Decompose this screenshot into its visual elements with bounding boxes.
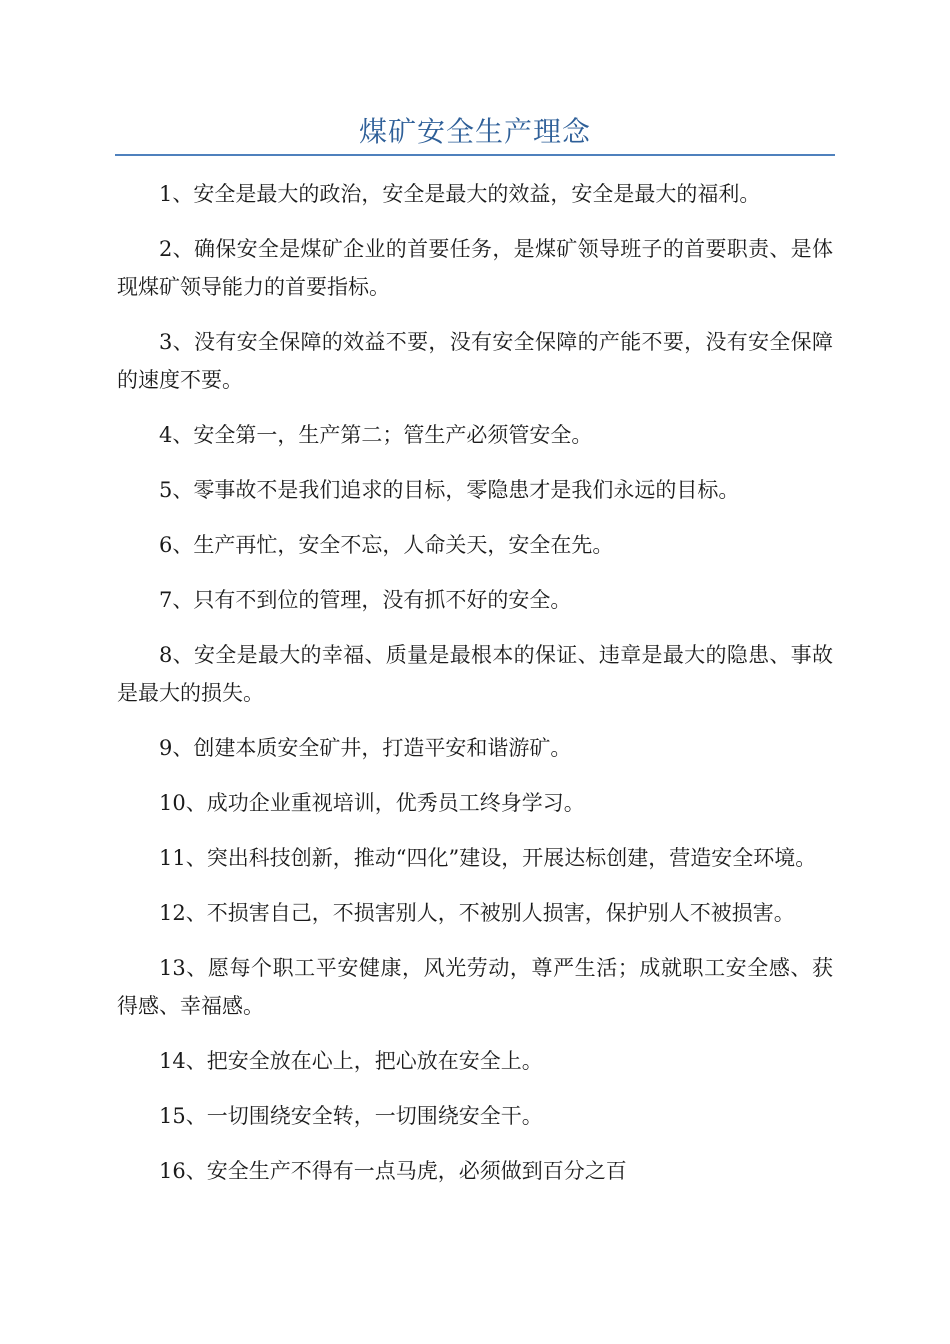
document-body — [117, 175, 833, 1207]
paragraph-12: 12、不损害自己，不损害别人，不被别人损害，保护别人不被损害。 — [159, 901, 795, 925]
paragraph-8: 8、安全是最大的幸福、质量是最根本的保证、违章是最大的隐患、事故是最大的损失。 — [117, 643, 833, 705]
title-underline — [115, 154, 835, 156]
paragraph-15: 15、一切围绕安全转，一切围绕安全干。 — [159, 1104, 543, 1128]
paragraph-13: 13、愿每个职工平安健康，风光劳动，尊严生活；成就职工安全感、获得感、幸福感。 — [117, 956, 833, 1018]
paragraph-6: 6、生产再忙，安全不忘，人命关天，安全在先。 — [159, 533, 614, 557]
paragraph-7: 7、只有不到位的管理，没有抓不好的安全。 — [159, 588, 572, 612]
paragraph-16: 16、安全生产不得有一点马虎，必须做到百分之百 — [159, 1159, 627, 1183]
paragraph-14: 14、把安全放在心上，把心放在安全上。 — [159, 1049, 543, 1073]
paragraph-4: 4、安全第一，生产第二；管生产必须管安全。 — [159, 423, 593, 447]
paragraph-2: 2、确保安全是煤矿企业的首要任务，是煤矿领导班子的首要职责、是体现煤矿领导能力的首要指标。 — [117, 237, 833, 299]
paragraph-5: 5、零事故不是我们追求的目标，零隐患才是我们永远的目标。 — [159, 478, 740, 502]
paragraph-9: 9、创建本质安全矿井，打造平安和谐游矿。 — [159, 736, 572, 760]
paragraph-10: 10、成功企业重视培训，优秀员工终身学习。 — [159, 791, 585, 815]
document-title: 煤矿安全生产理念 — [358, 115, 591, 148]
paragraph-1: 1、安全是最大的政治，安全是最大的效益，安全是最大的福利。 — [159, 182, 761, 206]
paragraph-11: 11、突出科技创新，推动“四化”建设，开展达标创建，营造安全环境。 — [159, 846, 817, 870]
paragraph-3: 3、没有安全保障的效益不要，没有安全保障的产能不要，没有安全保障的速度不要。 — [117, 330, 833, 392]
